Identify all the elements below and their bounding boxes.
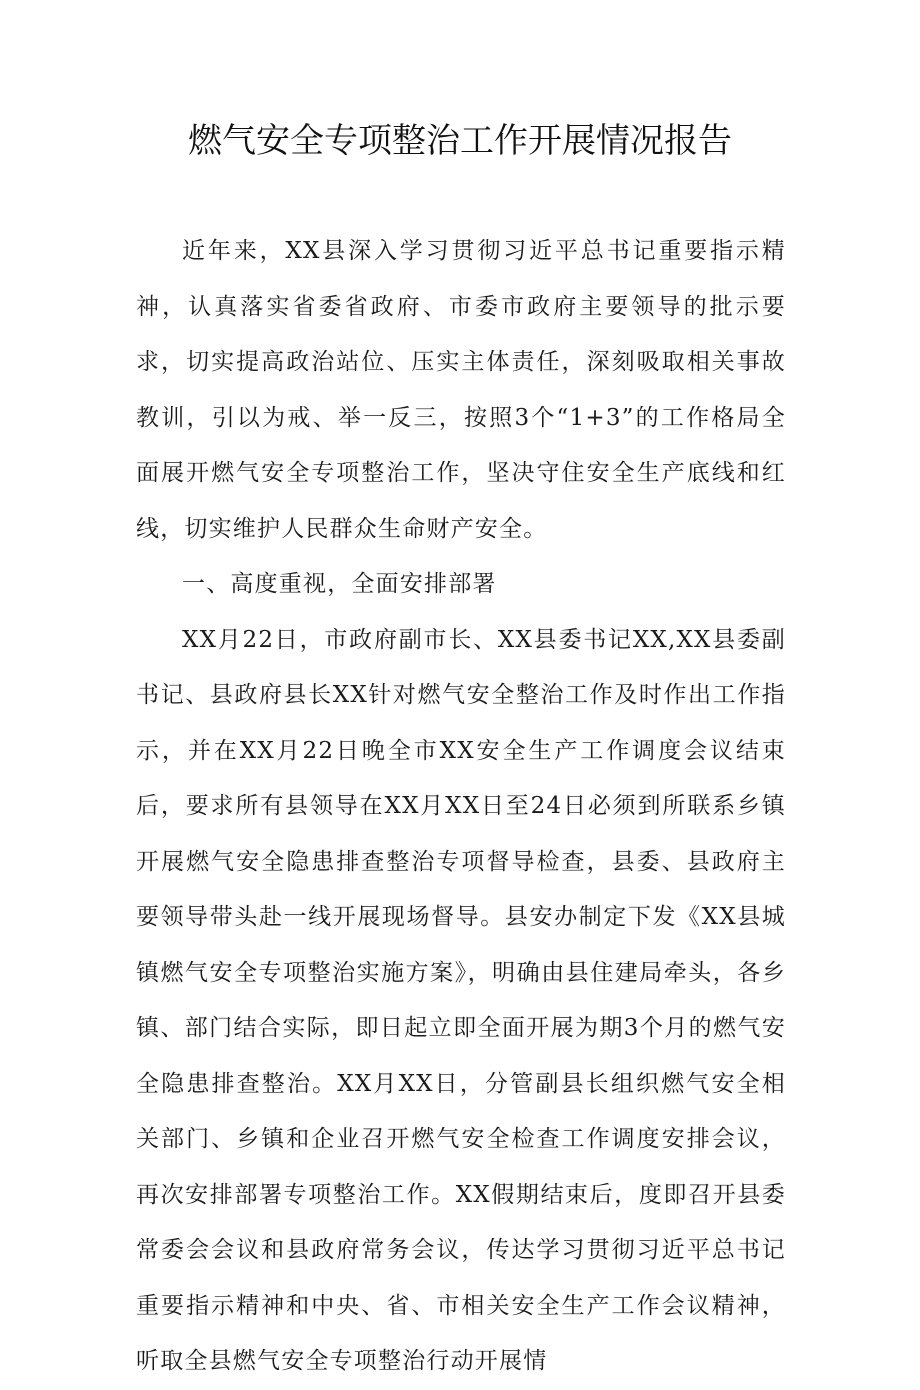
- section-paragraph: XX月22日，市政府副市长、XX县委书记XX,XX县委副书记、县政府县长XX针对燃气安全整治工作及时作出工作指示，并在XX月22日晚全市XX安全生产工作调度会议结束后，要求所有县领导在XX月XX日至24日必须到所联系乡镇开展燃气安全隐患排查整治专项督导检查，县委、县政府主要领导带头赴一线开展现场督导。县安办制定下发《XX县城镇燃气安全专项整治实施方案》，明确由县住建局牵头，各乡镇、部门结合实际，即日起立即全面开展为期3个月的燃气安全隐患排查整治。XX月XX日，分管副县长组织燃气安全相关部门、乡镇和企业召开燃气安全检查工作调度安排会议，再次安排部署专项整治工作。XX假期结束后，度即召开县委常委会会议和县政府常务会议，传达学习贯彻习近平总书记重要指示精神和中央、省、市相关安全生产工作会议精神，听取全县燃气安全专项整治行动开展情: [136, 626, 786, 1374]
- document-title: 燃气安全专项整治工作开展情况报告: [188, 121, 732, 161]
- section-heading: 一、高度重视，全面安排部署: [182, 571, 497, 597]
- intro-paragraph: 近年来，XX县深入学习贯彻习近平总书记重要指示精神，认真落实省委省政府、市委市政府主要领导的批示要求，切实提高政治站位、压实主体责任，深刻吸取相关事故教训，引以为戒、举一反三，按照3个“1+3”的工作格局全面展开燃气安全专项整治工作，坚决守住安全生产底线和红线，切实维护人民群众生命财产安全。: [136, 238, 786, 542]
- document-body: [136, 224, 786, 1390]
